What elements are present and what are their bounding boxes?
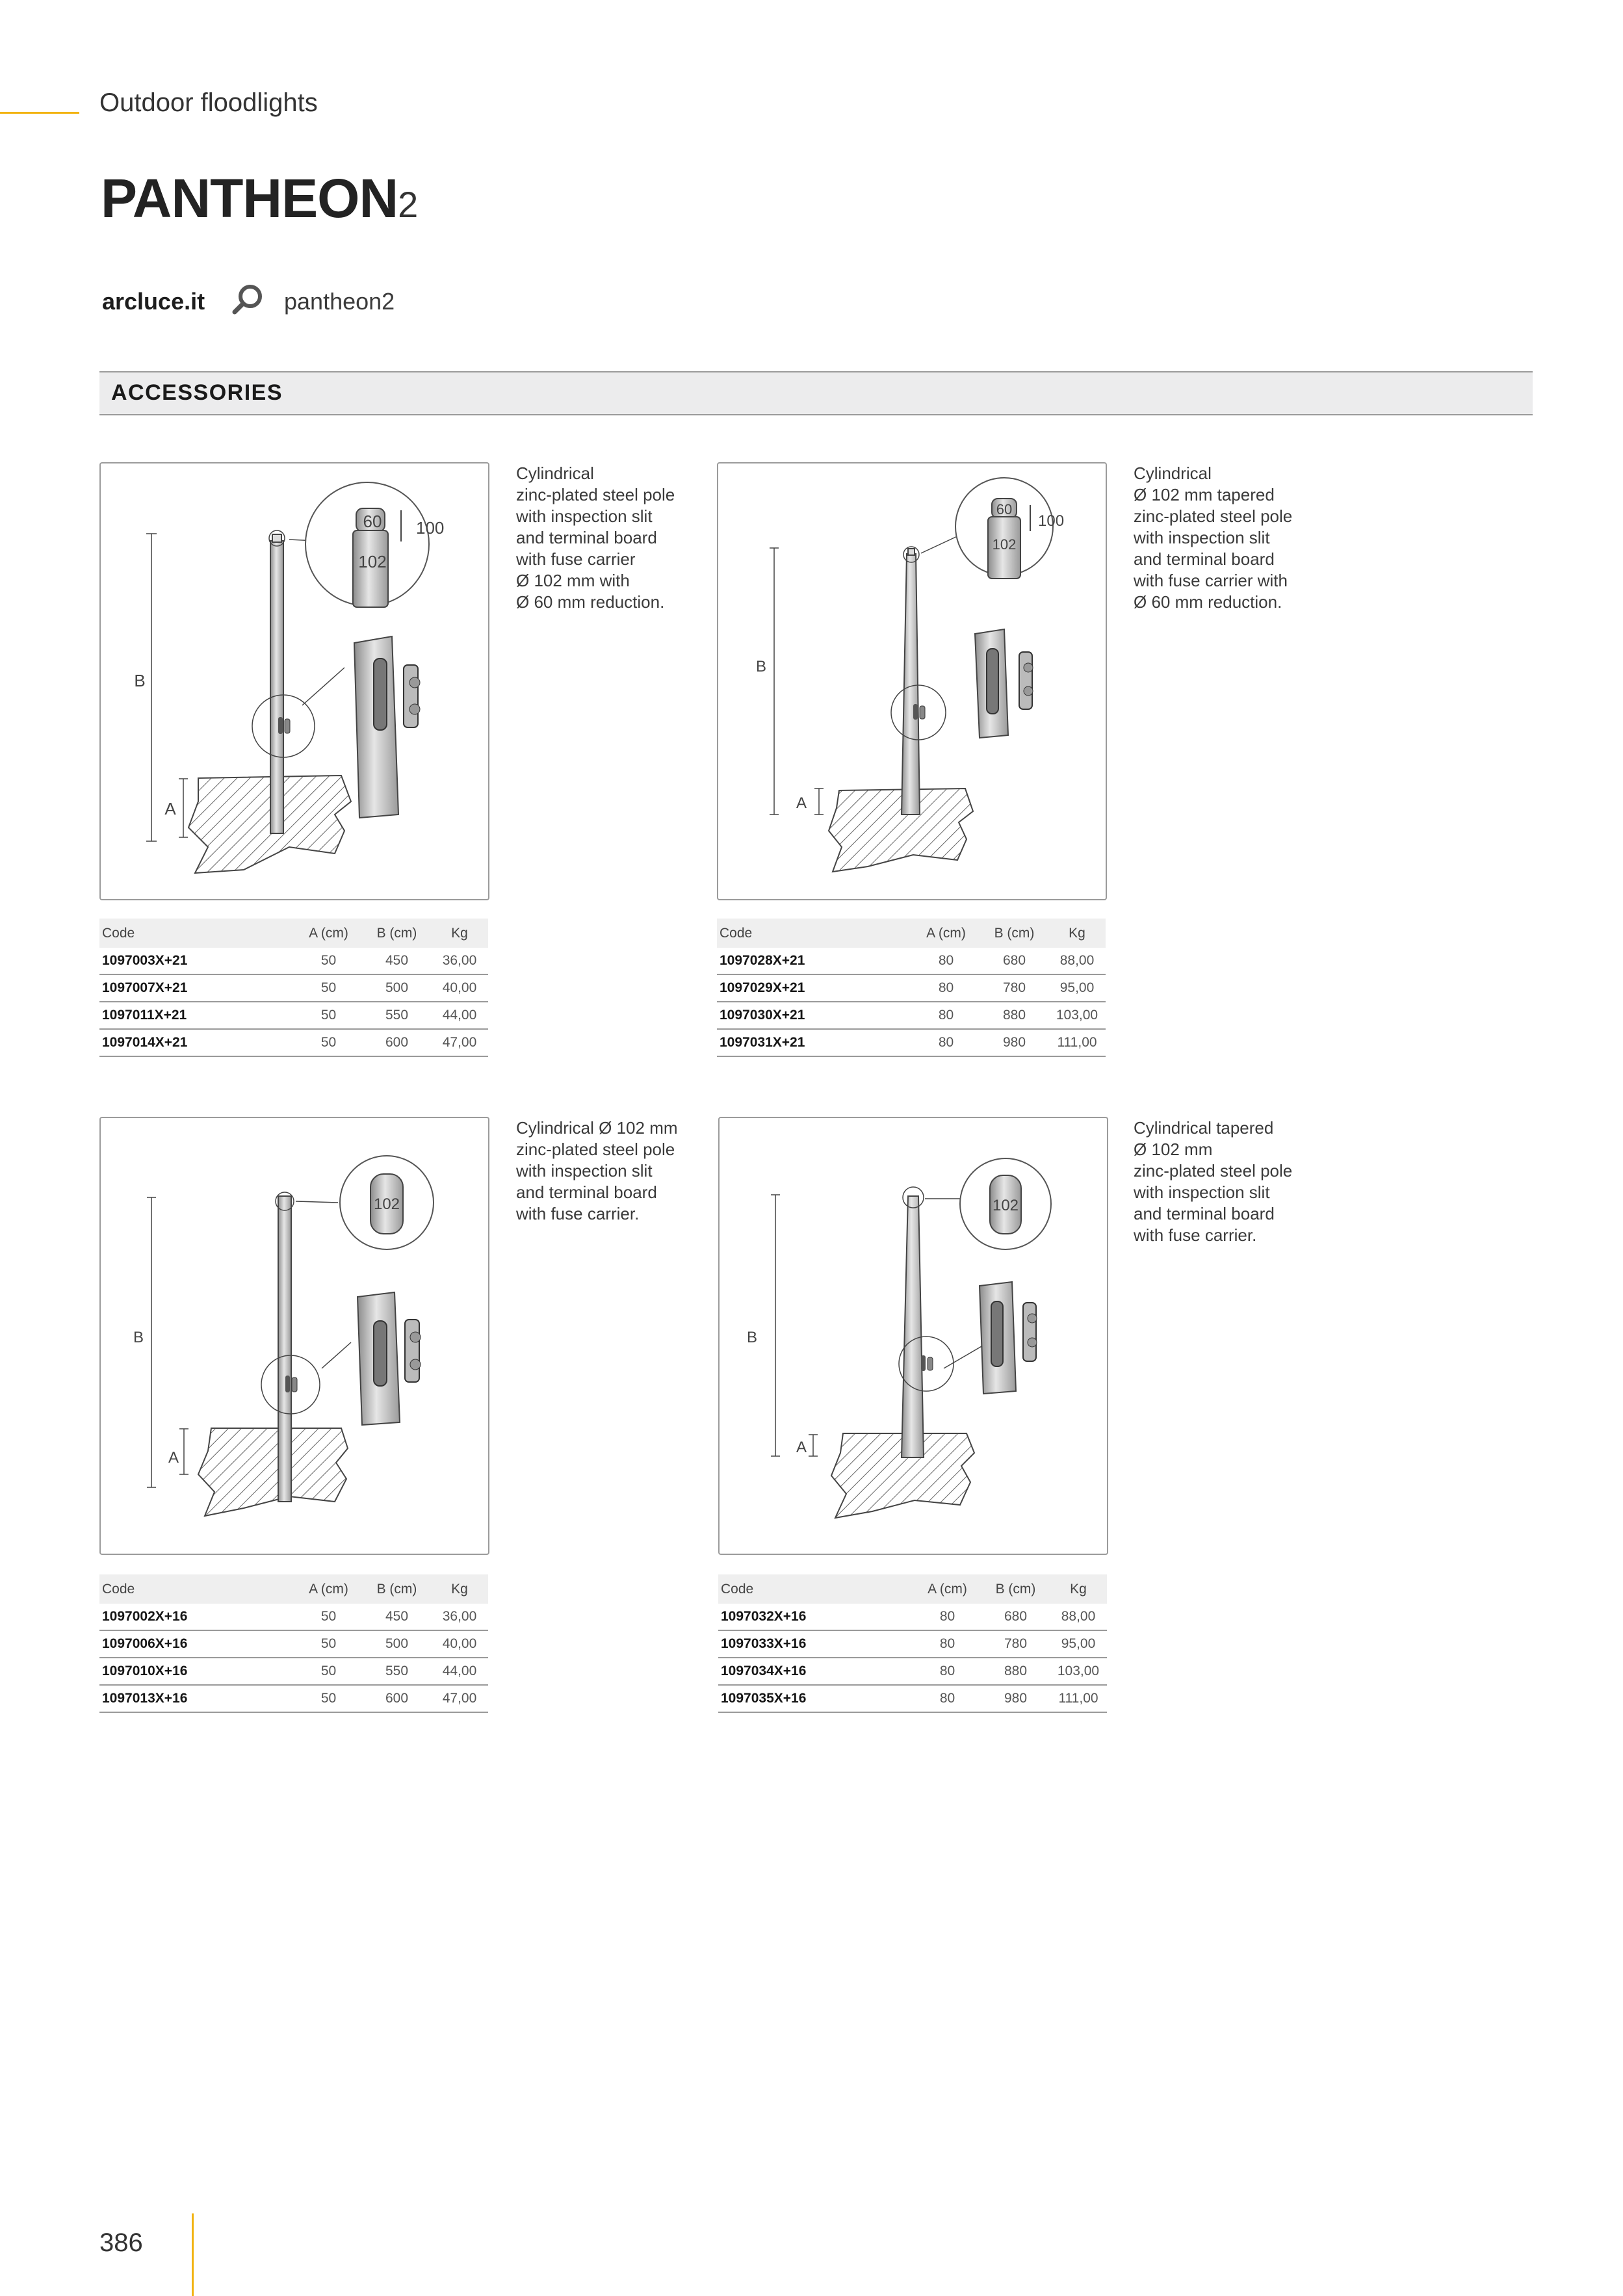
dimension-b-label: B — [133, 1329, 144, 1346]
col-header-a: A (cm) — [913, 1574, 981, 1604]
col-header-code: Code — [717, 919, 912, 948]
table-row: 1097014X+21 50 600 47,00 — [99, 1029, 488, 1056]
table-row: 1097002X+16 50 450 36,00 — [99, 1604, 488, 1630]
table-row: 1097034X+16 80 880 103,00 — [718, 1658, 1107, 1685]
col-header-b: B (cm) — [981, 1574, 1050, 1604]
dim-base-label: 102 — [992, 536, 1017, 553]
table-row: 1097033X+16 80 780 95,00 — [718, 1630, 1107, 1658]
table-row: 1097011X+21 50 550 44,00 — [99, 1002, 488, 1029]
col-header-a: A (cm) — [294, 1574, 363, 1604]
product-description-4: Cylindrical tapered Ø 102 mm zinc-plated steel pole with inspection slit and terminal board with fuse carrier. — [1134, 1118, 1293, 1245]
dimension-b-label: B — [134, 671, 146, 690]
table-row: 1097031X+21 80 980 111,00 — [717, 1029, 1106, 1056]
dimension-b-label: B — [746, 1329, 758, 1346]
product-description-2: Cylindrical Ø 102 mm tapered zinc-plated steel pole with inspection slit and terminal board with fuse carrier with Ø 60 mm reduction. — [1134, 463, 1293, 612]
spec-table-1 — [99, 919, 488, 1057]
col-header-kg: Kg — [431, 919, 488, 948]
table-row: 1097006X+16 50 500 40,00 — [99, 1630, 488, 1658]
col-header-b: B (cm) — [980, 919, 1048, 948]
dim-top-label: 60 — [363, 512, 382, 531]
col-header-a: A (cm) — [912, 919, 980, 948]
table-row: 1097028X+21 80 680 88,00 — [717, 948, 1106, 974]
col-header-a: A (cm) — [294, 919, 363, 948]
dim-base-label: 102 — [373, 1195, 400, 1213]
col-header-code: Code — [718, 1574, 913, 1604]
section-title: Outdoor floodlights — [99, 88, 318, 117]
product-title — [101, 168, 419, 229]
col-header-kg: Kg — [431, 1574, 488, 1604]
col-header-kg: Kg — [1048, 919, 1106, 948]
table-row: 1097013X+16 50 600 47,00 — [99, 1685, 488, 1712]
table-row: 1097003X+21 50 450 36,00 — [99, 948, 488, 974]
accessories-bar — [99, 371, 1533, 415]
col-header-kg: Kg — [1050, 1574, 1107, 1604]
table-row: 1097032X+16 80 680 88,00 — [718, 1604, 1107, 1630]
table-row: 1097035X+16 80 980 111,00 — [718, 1685, 1107, 1712]
table-row: 1097030X+21 80 880 103,00 — [717, 1002, 1106, 1029]
product-title-suffix: 2 — [398, 184, 419, 225]
dimension-a-label: A — [796, 1439, 807, 1456]
dimension-a-label: A — [168, 1449, 179, 1467]
dimension-a-label: A — [796, 794, 807, 812]
product-description-1: Cylindrical zinc-plated steel pole with inspection slit and terminal board with fuse carrier Ø 102 mm with Ø 60 mm reduction. — [516, 463, 675, 612]
col-header-code: Code — [99, 919, 294, 948]
accent-rule-top — [0, 112, 79, 114]
table-row: 1097007X+21 50 500 40,00 — [99, 974, 488, 1002]
product-diagram-2 — [717, 462, 1107, 900]
col-header-code: Code — [99, 1574, 294, 1604]
product-diagram-1 — [99, 462, 489, 900]
dim-length-label: 100 — [1038, 512, 1065, 530]
table-row: 1097010X+16 50 550 44,00 — [99, 1658, 488, 1685]
website-link[interactable]: arcluce.it — [102, 288, 205, 315]
dim-base-label: 102 — [358, 552, 387, 571]
dim-length-label: 100 — [416, 518, 445, 538]
product-diagram-4 — [718, 1117, 1108, 1555]
accent-rule-bottom — [192, 2213, 194, 2296]
col-header-b: B (cm) — [363, 919, 431, 948]
search-icon — [229, 282, 265, 319]
table-row: 1097029X+21 80 780 95,00 — [717, 974, 1106, 1002]
search-term: pantheon2 — [284, 288, 395, 315]
spec-table-3 — [99, 1574, 488, 1713]
page-number: 386 — [99, 2228, 143, 2257]
accessories-heading: ACCESSORIES — [111, 380, 283, 405]
product-title-main: PANTHEON — [101, 168, 398, 229]
dim-base-label: 102 — [992, 1197, 1019, 1214]
col-header-b: B (cm) — [363, 1574, 431, 1604]
dim-top-label: 60 — [996, 501, 1013, 517]
dimension-a-label: A — [164, 799, 176, 818]
spec-table-4 — [718, 1574, 1107, 1713]
product-diagram-3 — [99, 1117, 489, 1555]
product-description-3: Cylindrical Ø 102 mm zinc-plated steel pole with inspection slit and terminal board with fuse carrier. — [516, 1118, 678, 1223]
dimension-b-label: B — [755, 658, 767, 675]
spec-table-2 — [717, 919, 1106, 1057]
